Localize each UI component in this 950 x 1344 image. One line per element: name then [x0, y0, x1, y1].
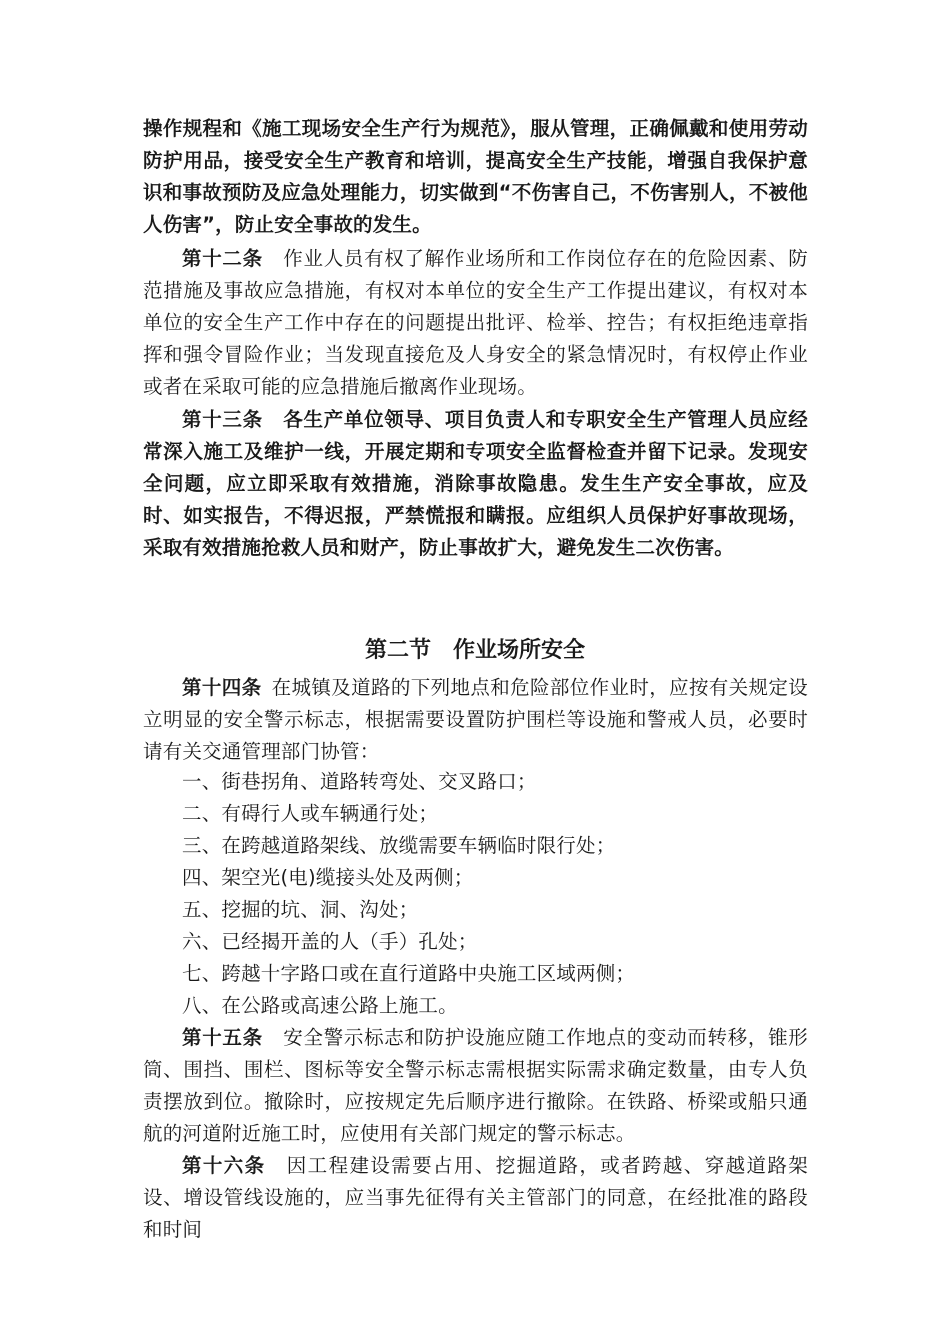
- article-14-label: 第十四条: [182, 676, 262, 699]
- list-item: 五、挖掘的坑、洞、沟处；: [182, 898, 419, 921]
- article-13-text: 各生产单位领导、项目负责人和专职安全生产管理人员应经常深入施工及维护一线，开展定期和专项安全监督检查并留下记录。发现安全问题，应立即采取有效措施，消除事故隐患。发生生产安全事故，应及时、如实报告，不得迟报，严禁慌报和瞒报。应组织人员保护好事故现场，采取有效措施抢救人员和财产，防止事故扩大，避免发生二次伤害。: [143, 408, 808, 559]
- section-title: 作业场所安全: [453, 638, 586, 663]
- list-item: 三、在跨越道路架线、放缆需要车辆临时限行处；: [182, 834, 616, 857]
- article-12-label: 第十二条: [182, 247, 263, 270]
- article-12: [143, 243, 808, 403]
- article-14-text: 在城镇及道路的下列地点和危险部位作业时，应按有关规定设立明显的安全警示标志，根据需要设置防护围栏等设施和警戒人员，必要时请有关交通管理部门协管：: [143, 676, 808, 763]
- article-16: [143, 1150, 808, 1246]
- list-item: 六、已经揭开盖的人（手）孔处；: [182, 930, 478, 953]
- article-13: [143, 404, 808, 564]
- list-item: 八、在公路或高速公路上施工。: [182, 994, 458, 1017]
- article-13-label: 第十三条: [182, 408, 263, 431]
- article-16-label: 第十六条: [182, 1154, 266, 1177]
- list-item: 二、有碍行人或车辆通行处；: [182, 802, 439, 825]
- list-item: 四、架空光(电)缆接头处及两侧；: [182, 866, 474, 889]
- article-16-text: 因工程建设需要占用、挖掘道路，或者跨越、穿越道路架设、增设管线设施的，应当事先征得有关主管部门的同意，在经批准的路段和时间: [143, 1154, 808, 1241]
- paragraph-continuation-text: 操作规程和《施工现场安全生产行为规范》，服从管理，正确佩戴和使用劳动防护用品，接受安全生产教育和培训，提高安全生产技能，增强自我保护意识和事故预防及应急处理能力，切实做到“不伤害自己，不伤害别人，不被他人伤害”，防止安全事故的发生。: [143, 117, 808, 236]
- article-15-text: 安全警示标志和防护设施应随工作地点的变动而转移，锥形筒、围挡、围栏、图标等安全警示标志需根据实际需求确定数量，由专人负责摆放到位。撤除时，应按规定先后顺序进行撤除。在铁路、桥梁或船只通航的河道附近施工时，应使用有关部门规定的警示标志。: [143, 1026, 808, 1145]
- section-heading: [0, 634, 950, 668]
- article-15: [143, 1022, 808, 1150]
- article-14: [143, 672, 808, 768]
- article-15-label: 第十五条: [182, 1026, 263, 1049]
- section-number: 第二节: [364, 638, 431, 663]
- article-12-text: 作业人员有权了解作业场所和工作岗位存在的危险因素、防范措施及事故应急措施，有权对本单位的安全生产工作提出建议，有权对本单位的安全生产工作中存在的问题提出批评、检举、控告；有权拒绝违章指挥和强令冒险作业；当发现直接危及人身安全的紧急情况时，有权停止作业或者在采取可能的应急措施后撤离作业现场。: [143, 247, 808, 398]
- list-item: 一、街巷拐角、道路转弯处、交叉路口；: [182, 770, 537, 793]
- paragraph-continuation: [143, 113, 808, 241]
- list-item: 七、跨越十字路口或在直行道路中央施工区域两侧；: [182, 962, 636, 985]
